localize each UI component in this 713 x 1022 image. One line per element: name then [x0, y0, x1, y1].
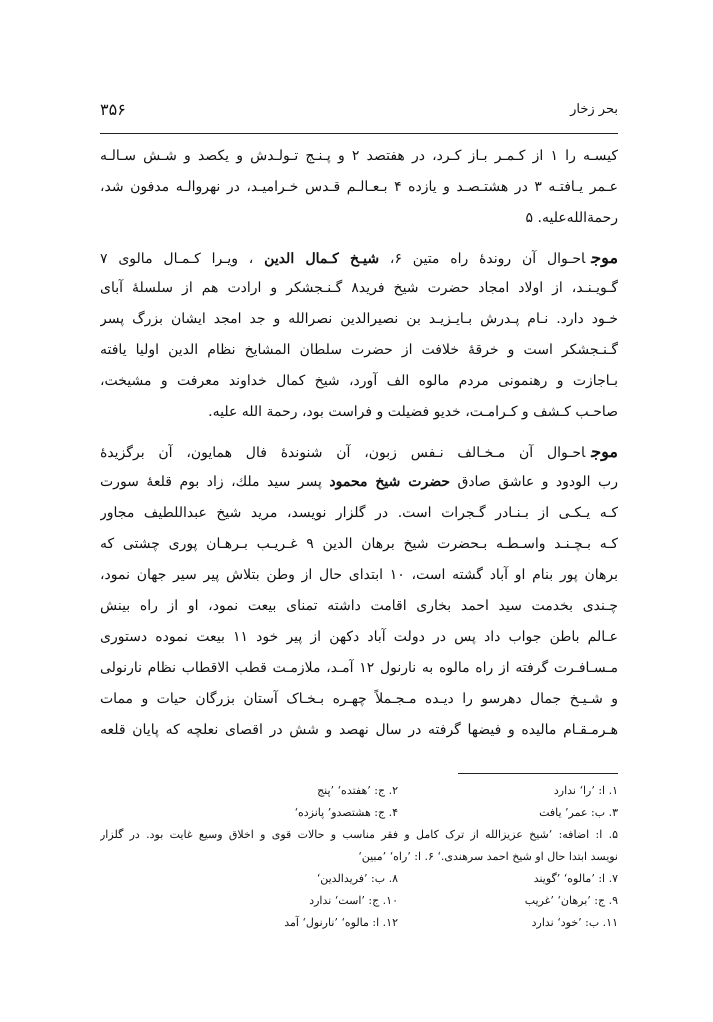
footnote-5-line-2: نویسد ابتدا حال او شیخ احمد سرهندی.‘ ۶. ا: ’راه‘ ’مبین‘ [358, 850, 618, 863]
mawj-marker: موج [591, 248, 618, 267]
footnote-9: ۹. ج: ’برهان‘ ’غریب [524, 894, 618, 907]
name-kamal-al-din: شیـخ کـمال الدین [264, 251, 380, 267]
paragraph-3-line-8: مـسـافـرت گرفته از راه مالوه به نارنول ۱۲ آمـد، ملازمـت قطب الاقطاب نظام نارنولی [100, 660, 618, 676]
paragraph-2-line-6: صاحـب کـشف و کـرامـت، خدیو فضیلت و فراست بود، رحمة الله علیه. [208, 404, 618, 420]
paragraph-3-line-7: عـالم باطن جواب داد پس در دولت آباد دکهن از پیر خود ۱۱ بیعت نموده دستوری [100, 629, 618, 645]
footnote-10: ۱۰. ج: ’است‘ ندارد [309, 894, 398, 907]
paragraph-1-line-3: رحمةالله‌علیه. ۵ [525, 210, 618, 226]
main-text [100, 141, 618, 746]
footnotes [100, 780, 618, 934]
running-head: بحر زخار [570, 102, 618, 117]
footnote-row [100, 890, 618, 912]
paragraph-2-line-1 [100, 242, 618, 273]
footnote-7: ۷. ا: ’مالوه‘ ’گویند [533, 872, 618, 885]
paragraph-3-line-2-start: رب الودود و عاشق صادق [449, 474, 618, 490]
paragraph-2-intro-end: ، ویـرا کـمـال مالوی ۷ [100, 251, 265, 267]
mawj-marker: موج [591, 442, 618, 461]
paragraph-3-line-10: هـرمـقـام مالیده و فیضها گرفته در سال نهصد و شش در اقصای نعلچه که پایان قلعه [100, 722, 618, 738]
footnote-4: ۴. ج: هشتصدو’ پانزده‘ [294, 806, 398, 819]
footnote-rule [458, 773, 618, 774]
footnote-11: ۱۱. ب: ’خود‘ ندارد [531, 916, 618, 929]
footnote-2: ۲. ج: ’هفتده‘ ’پنج [317, 784, 398, 797]
paragraph-3-line-1 [100, 436, 618, 467]
paragraph-3-line-6: چـندی بخدمت سید احمد بخاری اقامت داشته تمنای بیعت نمود، او از راه بینش [100, 598, 618, 614]
paragraph-1-line-2: عـمر یـافتـه ۳ در هشتـصـد و یازده ۴ بـعـالـم قـدس خـرامیـد، در نهروالـه مدفون شد، [100, 179, 618, 195]
paragraph-1-line-1: کیسـه را ۱ از کـمـر بـاز کـرد، در هفتصد ۲ و پـنـج تـولـدش و یکصد و شـش سـالـه [100, 148, 618, 164]
paragraph-3-line-3: کـه یـکـی از بـنـادر گـجرات است. در گلزار نویسد، مرید شیخ عبداللطیف مجاور [100, 505, 618, 521]
footnote-1: ۱. ا: ’را‘ ندارد [553, 784, 618, 797]
footnote-12: ۱۲. ا: مالوه‘ ’نارنول‘ آمد [284, 916, 398, 929]
page-header [100, 100, 618, 124]
footnote-row [100, 780, 618, 802]
footnote-row [100, 802, 618, 824]
paragraph-3-intro: احـوال آن مـخـالف نـفس زبون، آن شنوندهٔ فال همایون، آن برگزیدهٔ [100, 445, 586, 461]
paragraph-3-line-4: کـه بـچـنـد واسـطـه بـحضرت شیخ برهان الدین ۹ غـریـب بـرهـان پوری چشتی که [100, 536, 618, 552]
paragraph-3-line-5: برهان پور بنام او آباد گشته است، ۱۰ ابتدای حال از وطن بتلاش پیر سیر جهان نمود، [100, 567, 618, 583]
paragraph-3-line-9: و شـیـخ جمال دهرسو را دیـده مـجـملاً چهـره بـخـاک آستان بزرگان حیات و ممات [100, 691, 618, 707]
paragraph-2-line-4: گـنـجشکر است و خرقهٔ خلافت از حضرت سلطان المشایخ نظام الدین اولیا یافته [100, 342, 618, 358]
footnote-row [100, 868, 618, 890]
header-rule [100, 133, 618, 134]
footnote-row [100, 912, 618, 934]
footnote-5-line-1: ۵. ا: اضافه: ’شیخ عزیزالله از ترک کامل و فقر مناسب و حالات قوی و اخلاق وسیع غایت بود. در گلزار [100, 828, 618, 841]
paragraph-2-line-5: بـاجازت و رهنمونی مردم مالوه الف آورد، شیخ کمال خداوند معرفت و مشیخت، [100, 373, 618, 389]
footnote-3: ۳. ب: عمر’ یافت [539, 806, 618, 819]
paragraph-3-line-2-end: پسر سید ملك، زاد بوم قلعهٔ سورت [100, 474, 330, 490]
footnote-8: ۸. ب: ’فریدالدین‘ [316, 872, 398, 885]
paragraph-3-line-2 [100, 467, 618, 498]
paragraph-2-line-3: خـود دارد. نـام پـدرش بـایـزیـد بن نصیرالدین نصرالله و جد امجد ایشان بزرگ پسر [100, 311, 618, 327]
paragraph-2-line-2: گـویـنـد، از اولاد امجاد حضرت شیخ فرید۸ گـنـجشکر و ارادت هم از سلسلهٔ آبای [100, 280, 618, 296]
page-number: ۳۵۶ [100, 100, 126, 119]
name-shaikh-mahmud: حضرت شیخ محمود [329, 474, 450, 490]
paragraph-2-intro: احـوال آن روندهٔ راه متین ۶، [379, 251, 586, 267]
